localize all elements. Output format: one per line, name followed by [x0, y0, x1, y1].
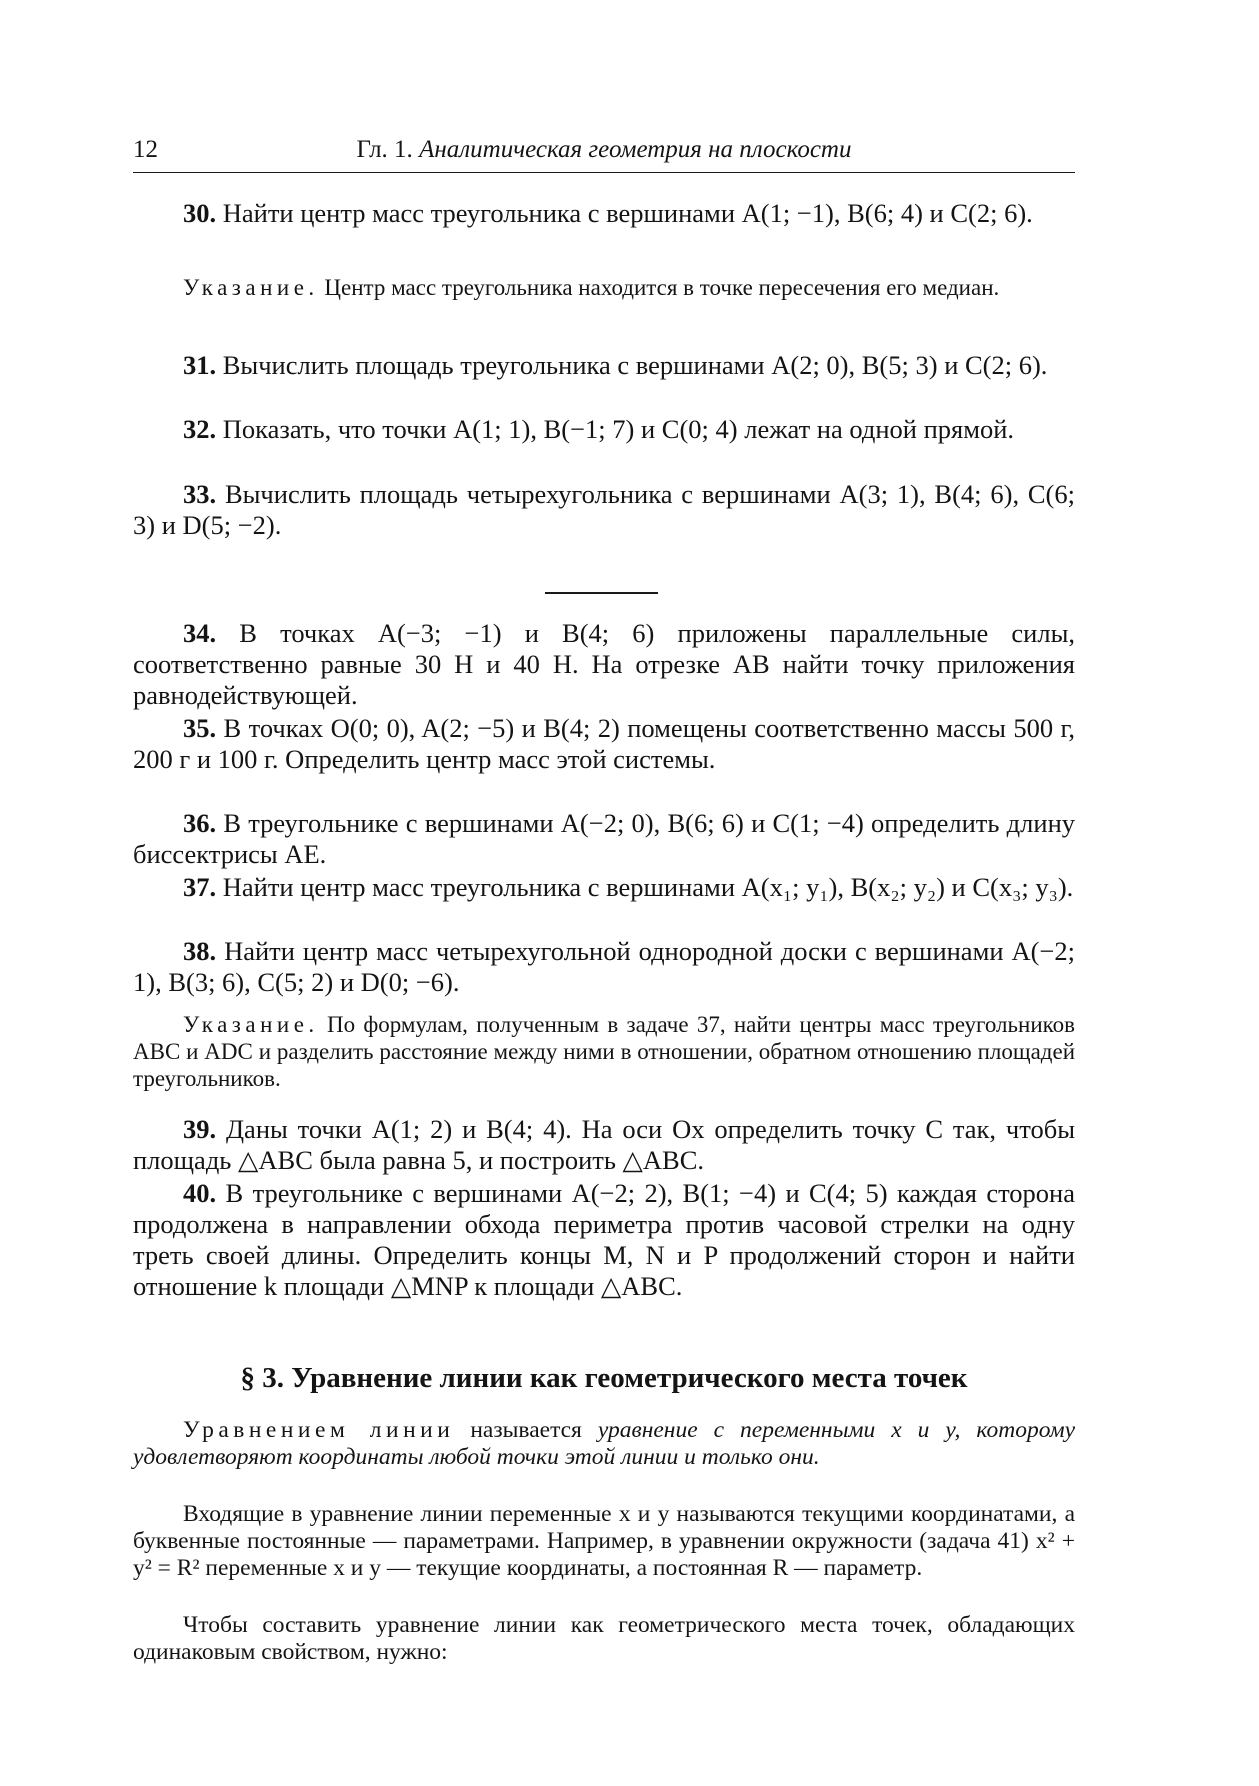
problem-text: Вычислить площадь треугольника с вершинами A(2; 0), B(5; 3) и C(2; 6). [222, 350, 1048, 380]
problem-35 [133, 713, 1075, 775]
running-head [133, 136, 1075, 173]
hint-30 [133, 274, 1075, 301]
problem-number: 40. [183, 1178, 217, 1208]
section-title: § 3. Уравнение линии как геометрического места точек [240, 1362, 968, 1394]
problem-text: Вычислить площадь четырехугольника с вершинами A(3; 1), B(4; 6), C(6; 3) и D(5; −2). [133, 479, 1075, 540]
problem-text: В треугольнике с вершинами A(−2; 0), B(6; 6) и C(1; −4) определить длину биссектрисы AE. [133, 808, 1076, 869]
hint-38 [133, 1011, 1075, 1092]
paragraph-text: Входящие в уравнение линии переменные x и y называются текущими координатами, а буквенные постоянные — параметрами. Например, в уравнении окружности (задача 41) x² + y² = R² переменные x и y — текущие координаты, а постоянная R — параметр. [133, 1501, 1075, 1581]
problem-36 [133, 808, 1075, 870]
problem-text: Найти центр масс четырехугольной однородной доски с вершинами A(−2; 1), B(3; 6), C(5; 2) и D(0; −6). [133, 936, 1075, 997]
problem-number: 34. [183, 618, 217, 648]
section-divider [545, 592, 658, 594]
problem-number: 32. [183, 414, 217, 444]
paragraph-text: Чтобы составить уравнение линии как геометрического места точек, обладающих одинаковым свойством, нужно: [133, 1612, 1075, 1665]
problem-text: В точках O(0; 0), A(2; −5) и B(4; 2) помещены соответственно массы 500 г, 200 г и 100 г. Определить центр масс этой системы. [133, 713, 1075, 774]
problem-text: Показать, что точки A(1; 1), B(−1; 7) и C(0; 4) лежат на одной прямой. [222, 414, 1015, 444]
hint-text: Центр масс треугольника находится в точке пересечения его медиан. [324, 275, 1000, 300]
problem-39 [133, 1114, 1075, 1176]
problem-text: В точках A(−3; −1) и B(4; 6) приложены параллельные силы, соответственно равные 30 Н и 40 Н. На отрезке AB найти точку приложения равнодействующей. [133, 618, 1075, 710]
problem-number: 37. [183, 872, 217, 902]
problem-number: 35. [183, 713, 217, 743]
defined-term: Уравнением линии [183, 1417, 455, 1443]
hint-label: Указание. [183, 1012, 319, 1037]
problem-number: 33. [183, 479, 217, 509]
definition-paragraph [133, 1417, 1075, 1471]
chapter-heading [133, 136, 1075, 164]
problem-number: 30. [183, 198, 217, 228]
problem-text: Найти центр масс треугольника с вершинами A(x₁; y₁), B(x₂; y₂) и C(x₃; y₃). [222, 872, 1074, 902]
problem-text: В треугольнике с вершинами A(−2; 2), B(1; −4) и C(4; 5) каждая сторона продолжена в направлении обхода периметра против часовой стрелки на одну треть своей длины. Определить концы M, N и P продолжений сторон и найти отношение k площади △MNP к площади △ABC. [133, 1178, 1075, 1301]
problem-32 [133, 414, 1075, 445]
page-number: 12 [133, 136, 158, 163]
problem-number: 39. [183, 1114, 217, 1144]
problem-30 [133, 198, 1075, 229]
chapter-title: Аналитическая геометрия на плоскости [419, 136, 852, 163]
definition-verb: называется [470, 1417, 582, 1443]
problem-37 [133, 872, 1075, 903]
problem-text: Даны точки A(1; 2) и B(4; 4). На оси Ox определить точку C так, чтобы площадь △ABC была равна 5, и построить △ABC. [133, 1114, 1075, 1175]
hint-label: Указание. [183, 275, 319, 300]
definition-text: уравнение с переменными x и y, которому удовлетворяют координаты любой точки этой линии и только они. [133, 1417, 1076, 1470]
problem-text: Найти центр масс треугольника с вершинами A(1; −1), B(6; 4) и C(2; 6). [222, 198, 1033, 228]
problem-31 [133, 350, 1075, 381]
problem-34 [133, 618, 1075, 711]
problem-number: 31. [183, 350, 217, 380]
problem-number: 38. [183, 936, 217, 966]
method-paragraph [133, 1612, 1075, 1666]
problem-40 [133, 1178, 1075, 1302]
problem-number: 36. [183, 808, 217, 838]
coordinates-paragraph [133, 1501, 1075, 1582]
problem-33 [133, 479, 1075, 541]
problem-38 [133, 936, 1075, 998]
hint-text: По формулам, полученным в задаче 37, найти центры масс треугольников ABC и ADC и разделить расстояние между ними в отношении, обратном отношению площадей треугольников. [133, 1012, 1075, 1091]
chapter-label: Гл. 1. [356, 136, 413, 163]
